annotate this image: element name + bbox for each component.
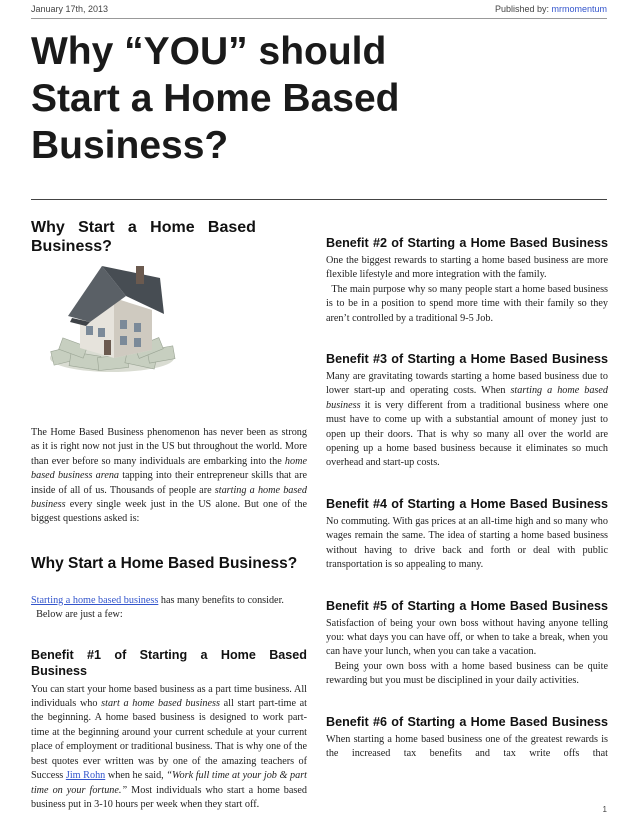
jim-rohn-link[interactable]: Jim Rohn	[65, 770, 106, 782]
intro-paragraph	[31, 426, 307, 527]
header-rule	[31, 18, 607, 19]
intro-heading	[31, 218, 307, 256]
title-line-1: Why “YOU” should	[31, 30, 387, 73]
benefit-1-text-3: when he said,	[105, 770, 167, 782]
page-header	[31, 4, 607, 18]
intro-text-2: tapping into their entrepreneur skills that are inside of all of us. Thousands of people are	[31, 470, 307, 496]
page-number: 1	[602, 805, 607, 814]
benefit-4-paragraph: No commuting. With gas prices at an all-time high and so many who wages remain the same. The idea of starting a home based business without having to drive back and forth or deal with public transportation is so appealing to many.	[326, 515, 608, 571]
benefit-5-heading: Benefit #5 of Starting a Home Based Business	[326, 598, 608, 613]
benefit-2-text-1: One the biggest rewards to starting a home based business are more flexible lifestyle and more integration with the family.	[326, 255, 608, 281]
benefit-1-text-2: all start part-time at the beginning. A home based business is designed to work part-time at the beginning around your current schedule at your current place of employment or traditional business. That is why one of the best quotes ever written was by one of the amazing teachers of Success	[31, 698, 308, 782]
benefits-intro-paragraph	[31, 594, 307, 623]
benefit-4-heading: Benefit #4 of Starting a Home Based Business	[326, 496, 608, 511]
benefit-1-emphasis-1: start a home based business	[101, 698, 220, 710]
benefit-2-heading: Benefit #2 of Starting a Home Based Business	[326, 236, 608, 250]
benefit-6-paragraph: When starting a home based business one of the greatest rewards is the increased tax benefits and tax write offs that	[326, 733, 608, 759]
why-start-heading: Why Start a Home Based Business?	[31, 554, 298, 572]
benefit-5-text-1: Satisfaction of being your own boss without having anyone telling you: what days you can have off, or when to take a break, when you can have your lunch, when you can take a vacation.	[326, 617, 608, 658]
header-published-by	[495, 4, 607, 14]
publisher-link[interactable]: mrmomentum	[551, 4, 607, 14]
title-rule	[31, 199, 607, 200]
title-line-3: Business?	[31, 124, 229, 167]
benefit-3-text-1: Many are gravitating towards starting a home based business due to lower start-up and operating costs. When	[326, 371, 608, 397]
benefits-intro-line-2: Below are just a few:	[31, 609, 123, 621]
intro-emphasis-2: starting a home based business	[31, 484, 307, 511]
benefit-2-text-2: The main purpose why so many people start a home based business is to be in a position to spend more time with their family so they aren’t controlled by a traditional 9-5 Job.	[326, 283, 611, 324]
published-label: Published by:	[494, 4, 552, 14]
left-column-body	[31, 426, 307, 812]
starting-business-link[interactable]: Starting a home based business	[31, 594, 159, 606]
benefit-3-heading: Benefit #3 of Starting a Home Based Business	[326, 352, 608, 367]
intro-text-1: The Home Based Business phenomenon has never been as strong as it is right now not just in the US but throughout the world. More than ever before so many individuals are embarking into the	[31, 427, 307, 467]
left-column	[31, 218, 307, 256]
intro-text-3: every single week just in the US alone. But one of the biggest questions asked is:	[31, 499, 307, 525]
benefit-1-paragraph	[31, 683, 307, 813]
benefit-3-paragraph	[326, 370, 608, 471]
benefit-1-heading: Benefit #1 of Starting a Home Based Business	[31, 647, 307, 678]
benefit-1-text-1: You can start your home based business as a part time business. All individuals who	[31, 683, 307, 710]
benefit-5-paragraph	[326, 617, 611, 689]
house-money-image	[40, 252, 190, 382]
benefit-6-heading: Benefit #6 of Starting a Home Based Business	[326, 714, 608, 729]
benefit-5-text-2: Being your own boss with a home based business can be quite rewarding but you must be disciplined in your daily activities.	[326, 660, 611, 687]
page-title	[31, 28, 607, 169]
benefit-1-text-4: Most individuals who start a home based business put in 3-10 hours per week when they start off.	[31, 784, 307, 810]
benefit-2-paragraph	[326, 254, 611, 326]
title-line-2: Start a Home Based	[31, 77, 400, 120]
header-date: January 17th, 2013	[31, 4, 109, 14]
intro-heading-line-2: Business?	[31, 238, 112, 255]
benefit-3-emphasis: starting a home based business	[326, 385, 608, 411]
intro-emphasis-1: home based business arena	[31, 455, 307, 482]
intro-heading-line-1: Why Start a Home Based	[31, 219, 256, 236]
right-column	[326, 235, 611, 761]
benefits-intro-text: has many benefits to consider.	[158, 594, 284, 606]
benefit-1-quote: “Work full time at your job & part time on your fortune.”	[31, 770, 307, 796]
benefit-3-text-2: it is very different from a traditional business where one must have to come up with a substantial amount of money just to open up their doors. That is why so many all over the world are opening up a home based business because it eliminates so much overhead and start-up costs.	[326, 399, 608, 469]
